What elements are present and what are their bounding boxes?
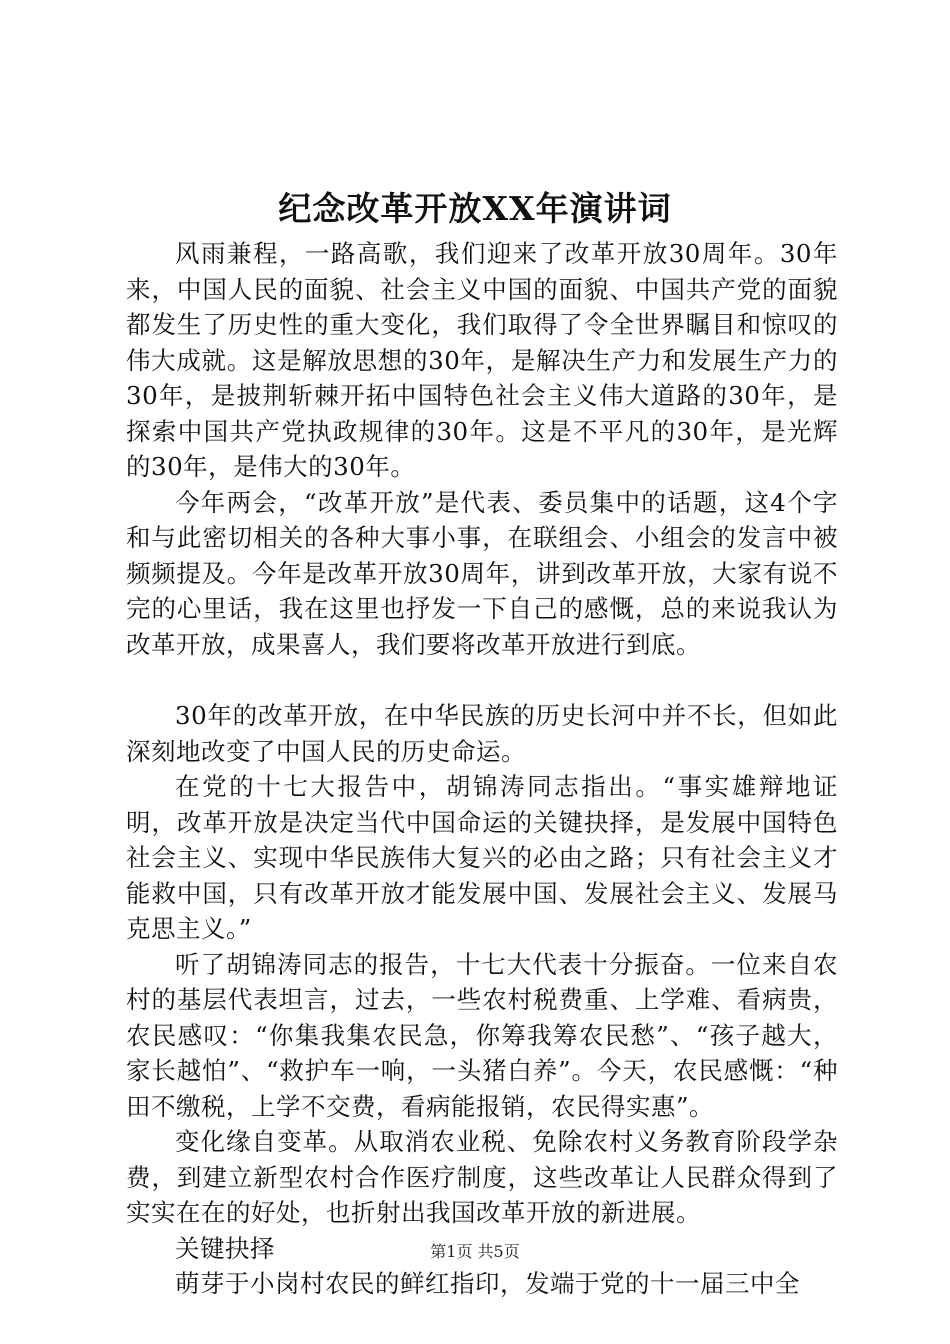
paragraph-7: 萌芽于小岗村农民的鲜红指印，发端于党的十一届三中全 (175, 1269, 800, 1298)
section-heading: 关键抉择 (175, 1233, 275, 1263)
page-footer: 第1页 共5页 (430, 1242, 520, 1261)
paragraph-3: 30年的改革开放，在中华民族的历史长河中并不长，但如此深刻地改变了中国人民的历史命运。 (126, 701, 838, 766)
paragraph-5: 听了胡锦涛同志的报告，十七大代表十分振奋。一位来自农村的基层代表坦言，过去，一些农村税费重、上学难、看病贵，农民感叹：“你集我集农民急，你筹我筹农民愁”、“孩子越大，家长越怕”、“救护车一响，一头猪白养”。今天，农民感慨：“种田不缴税，上学不交费，看病能报销，农民得实惠”。 (126, 949, 838, 1121)
paragraph-1: 风雨兼程，一路高歌，我们迎来了改革开放30周年。30年来，中国人民的面貌、社会主义中国的面貌、中国共产党的面貌都发生了历史性的重大变化，我们取得了令全世界瞩目和惊叹的伟大成就。这是解放思想的30年，是解决生产力和发展生产力的30年，是披荆斩棘开拓中国特色社会主义伟大道路的30年，是探索中国共产党执政规律的30年。这是不平凡的30年，是光辉的30年，是伟大的30年。 (126, 239, 838, 481)
document-title: 纪念改革开放XX年演讲词 (278, 189, 672, 228)
paragraph-6: 变化缘自变革。从取消农业税、免除农村义务教育阶段学杂费，到建立新型农村合作医疗制度，这些改革让人民群众得到了实实在在的好处，也折射出我国改革开放的新进展。 (126, 1127, 838, 1227)
paragraph-2: 今年两会，“改革开放”是代表、委员集中的话题，这4个字和与此密切相关的各种大事小事，在联组会、小组会的发言中被频频提及。今年是改革开放30周年，讲到改革开放，大家有说不完的心里话，我在这里也抒发一下自己的感慨，总的来说我认为改革开放，成果喜人，我们要将改革开放进行到底。 (126, 487, 838, 659)
paragraph-gap (126, 662, 838, 698)
document-body (126, 236, 838, 1302)
paragraph-4: 在党的十七大报告中，胡锦涛同志指出。“事实雄辩地证明，改革开放是决定当代中国命运的关键抉择，是发展中国特色社会主义、实现中华民族伟大复兴的必由之路；只有社会主义才能救中国，只有改革开放才能发展中国、发展社会主义、发展马克思主义。” (126, 772, 838, 943)
